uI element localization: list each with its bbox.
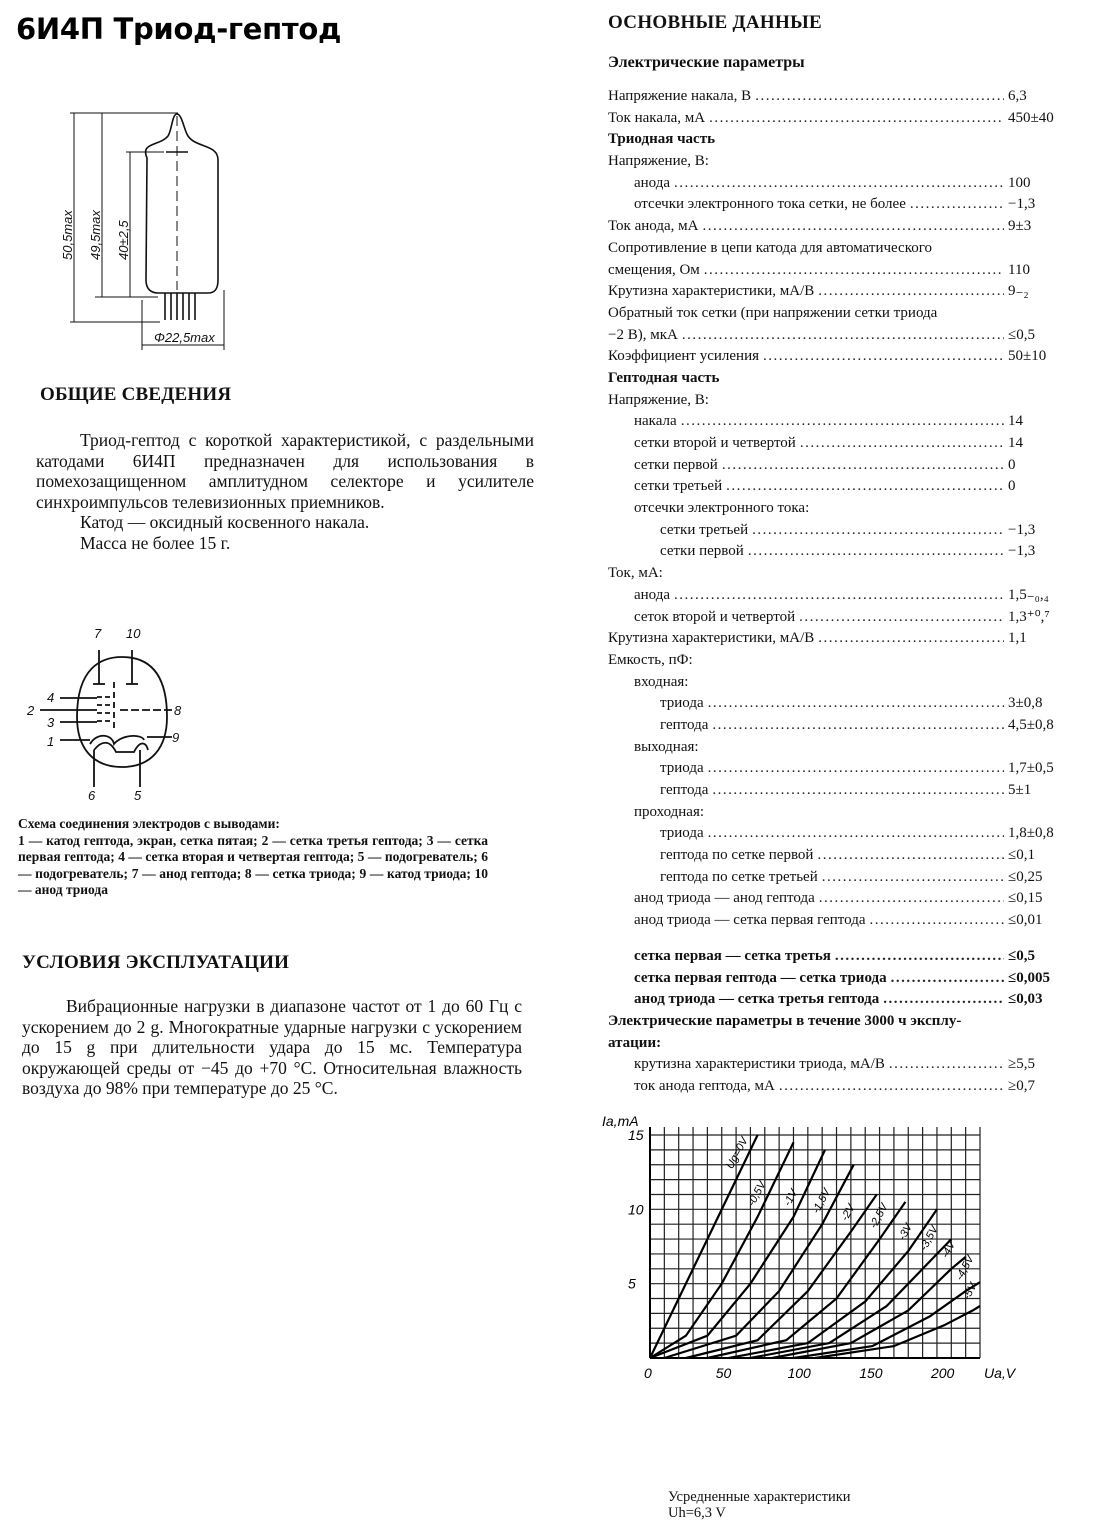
param-value: ≤0,15 <box>1008 890 1043 907</box>
curve-label: -3,5V <box>917 1223 941 1253</box>
param-row <box>608 968 1078 990</box>
leader-dots <box>712 715 1004 737</box>
pin-label-3: 3 <box>47 715 55 730</box>
leader-dots <box>800 433 1004 455</box>
param-row <box>608 216 1078 238</box>
curve-label: -4V <box>939 1239 958 1261</box>
leader-dots <box>910 194 1004 216</box>
param-row <box>608 173 1078 195</box>
dim-total-height: 50,5max <box>60 210 75 260</box>
param-label: сетка первая гептода — сетка триода <box>634 969 887 986</box>
leader-dots <box>704 260 1004 282</box>
leader-dots <box>818 281 1004 303</box>
leader-dots <box>674 585 1004 607</box>
param-row <box>608 715 1078 737</box>
param-row <box>608 946 1078 968</box>
x-tick-label: 50 <box>715 1365 732 1380</box>
leader-dots <box>835 946 1004 968</box>
operating-paragraph: Вибрационные нагрузки в диапазоне частот от 1 до 60 Гц с ускорением до 2 g. Многократные ударные нагрузки с ускорением до 15 g при длительности удара до 15 мс. Температура окружающей среды от −45 до +70 °C. Относительная влажность воздуха до 98% при температуре до 25 °C. <box>22 996 522 1098</box>
param-value: ≥5,5 <box>1008 1056 1035 1073</box>
general-paragraph-3: Масса не более 15 г. <box>80 532 231 553</box>
leader-dots <box>752 520 1004 542</box>
param-row <box>608 260 1078 282</box>
param-value: 1,1 <box>1008 630 1027 647</box>
param-label: Ток анода, мА <box>608 218 699 235</box>
curve-label: -2V <box>838 1202 858 1224</box>
param-row <box>608 867 1078 889</box>
param-value: ≤0,5 <box>1008 326 1035 343</box>
param-value: ≤0,005 <box>1008 969 1050 986</box>
operating-heading: УСЛОВИЯ ЭКСПЛУАТАЦИИ <box>22 952 290 973</box>
param-value: 1,3⁺⁰,⁷ <box>1008 608 1050 625</box>
param-label: гептода <box>660 782 709 798</box>
param-value: −1,3 <box>1008 543 1036 560</box>
param-value: ≤0,25 <box>1008 868 1043 885</box>
param-label: входная: <box>634 673 689 690</box>
param-row <box>608 194 1078 216</box>
param-value: 6,3 <box>1008 88 1027 104</box>
param-label: гептода по сетке третьей <box>660 868 818 885</box>
param-row <box>608 498 1078 520</box>
leader-dots <box>702 216 1004 238</box>
param-label: накала <box>634 413 677 430</box>
param-row <box>608 86 1078 108</box>
curve-label: -1,5V <box>810 1186 834 1216</box>
param-label: сеток второй и четвертой <box>634 608 796 625</box>
param-row <box>608 346 1078 368</box>
param-label: Напряжение, В: <box>608 391 709 408</box>
param-value: ≤0,01 <box>1008 912 1043 929</box>
param-value: 50±10 <box>1008 348 1047 365</box>
leader-dots <box>708 823 1004 845</box>
param-label: сетка первая — сетка третья <box>634 947 831 964</box>
param-label: Ток, мА: <box>608 565 663 582</box>
param-row <box>608 368 1078 390</box>
param-row <box>608 650 1078 672</box>
param-label: гептода по сетке первой <box>660 847 814 864</box>
param-row <box>608 476 1078 498</box>
param-row <box>608 129 1078 151</box>
main-data-section <box>608 12 1078 1098</box>
param-label: Триодная часть <box>608 131 715 148</box>
pinout-caption-title: Схема соединения электродов с выводами: <box>18 816 280 831</box>
param-row <box>608 737 1078 759</box>
param-value: 3±0,8 <box>1008 695 1043 712</box>
param-value: 9±3 <box>1008 218 1032 235</box>
param-row <box>608 433 1078 455</box>
pin-label-8: 8 <box>174 703 182 718</box>
param-label: анод триода — анод гептода <box>634 890 815 907</box>
param-value: ≤0,5 <box>1008 947 1035 964</box>
param-label: Коэффициент усиления <box>608 348 759 365</box>
param-value: 450±40 <box>1008 109 1054 126</box>
y-axis-label: Ia,mA <box>602 1113 639 1129</box>
param-row <box>608 628 1078 650</box>
param-value: 4,5±0,8 <box>1008 716 1054 733</box>
pin-label-5: 5 <box>134 788 142 802</box>
param-value: 14 <box>1008 435 1023 451</box>
param-label: Крутизна характеристики, мА/В <box>608 630 815 647</box>
leader-dots <box>817 845 1004 867</box>
anode-characteristics-chart <box>600 1110 1020 1380</box>
leader-dots <box>889 1054 1004 1076</box>
params-table-2 <box>608 946 1078 1098</box>
dim-body-height: 40±2,5 <box>116 220 131 260</box>
param-row <box>608 455 1078 477</box>
param-row <box>608 325 1078 347</box>
pin-label-9: 9 <box>172 730 180 745</box>
general-heading: ОБЩИЕ СВЕДЕНИЯ <box>40 384 232 405</box>
param-label: −2 В), мкА <box>608 326 678 343</box>
param-row <box>608 411 1078 433</box>
chart-caption <box>668 1489 851 1521</box>
pin-label-1: 1 <box>47 734 55 749</box>
param-value: ≤0,03 <box>1008 991 1043 1008</box>
y-tick-label: 15 <box>628 1127 644 1143</box>
param-label: крутизна характеристики триода, мА/В <box>634 1056 885 1073</box>
curve-label: -5V <box>960 1281 980 1302</box>
page-title: 6И4П Триод-гептод <box>16 12 342 46</box>
pinout-caption <box>18 816 488 899</box>
curve-label: -2,5V <box>867 1201 891 1231</box>
param-value: 9₋₂ <box>1008 283 1029 300</box>
electrical-params-heading: Электрические параметры <box>608 54 805 71</box>
pin-label-10: 10 <box>126 626 141 641</box>
pin-label-4: 4 <box>47 690 55 705</box>
chart-caption-subtitle: Uh=6,3 V <box>668 1505 726 1521</box>
param-label: смещения, Ом <box>608 261 700 278</box>
leader-dots <box>799 607 1004 629</box>
param-row <box>608 607 1078 629</box>
param-row <box>608 563 1078 585</box>
param-label: сетки третьей <box>660 521 749 538</box>
param-label: сетки первой <box>634 456 718 473</box>
param-value: −1,3 <box>1008 196 1036 213</box>
param-label: выходная: <box>634 738 699 755</box>
param-label: Емкость, пФ: <box>608 651 693 668</box>
param-row <box>608 989 1078 1011</box>
pinout-caption-text: 1 — катод гептода, экран, сетка пятая; 2 — сетка третья гептода; 3 — сетка первая гептода; 4 — сетка вторая и четвертая гептода; 5 — подогреватель; 6 — подогреватель; 7 — анод гептода; 8 — сетка триода; 9 — катод триода; 10 — анод триода <box>18 832 488 897</box>
general-paragraph-1: Триод-гептод с короткой характеристикой, с раздельными катодами 6И4П предназначен для использования в помехозащищенном амплитудном селекторе и усилителе синхроимпульсов телевизионных приемников. <box>36 430 534 512</box>
curve-label: -4,5V <box>953 1253 977 1283</box>
param-label: ток анода гептода, мА <box>634 1077 775 1094</box>
chart-caption-title: Усредненные характеристики <box>668 1489 851 1505</box>
leader-dots <box>748 541 1004 563</box>
leader-dots <box>779 1076 1004 1098</box>
param-value: ≤0,1 <box>1008 847 1035 864</box>
param-row <box>608 520 1078 542</box>
param-row <box>608 151 1078 173</box>
param-label: Сопротивление в цепи катода для автоматического <box>608 239 933 256</box>
param-label: Гептодная часть <box>608 369 720 386</box>
leader-dots <box>883 989 1004 1011</box>
leader-dots <box>755 86 1004 108</box>
param-label: сетки второй и четвертой <box>634 435 796 451</box>
x-tick-label: 100 <box>787 1365 811 1380</box>
leader-dots <box>819 888 1004 910</box>
param-row <box>608 845 1078 867</box>
param-value: 110 <box>1008 261 1030 278</box>
param-value: ≥0,7 <box>1008 1077 1035 1094</box>
operating-description <box>22 996 522 1099</box>
x-tick-label: 200 <box>930 1365 955 1380</box>
param-row <box>608 541 1078 563</box>
param-row <box>608 823 1078 845</box>
param-label: гептода <box>660 716 709 733</box>
param-row <box>608 585 1078 607</box>
param-label: Напряжение накала, В <box>608 88 752 104</box>
param-value: 1,8±0,8 <box>1008 825 1054 842</box>
param-label: Электрические параметры в течение 3000 ч эксплу- <box>608 1012 962 1029</box>
param-label: Обратный ток сетки (при напряжении сетки триода <box>608 304 938 321</box>
param-row <box>608 1054 1078 1076</box>
param-label: Ток накала, мА <box>608 109 706 126</box>
param-row <box>608 888 1078 910</box>
leader-dots <box>763 346 1004 368</box>
param-label: проходная: <box>634 803 705 820</box>
param-label: триода <box>660 695 704 712</box>
general-description <box>36 430 534 553</box>
param-label: анода <box>634 586 671 603</box>
param-row <box>608 780 1078 802</box>
pin-label-6: 6 <box>88 788 96 802</box>
param-row <box>608 693 1078 715</box>
x-axis-label: Ua,V <box>984 1365 1016 1380</box>
param-label: анод триода — сетка первая гептода <box>634 912 866 929</box>
param-label: атации: <box>608 1034 662 1051</box>
param-value: 100 <box>1008 174 1031 191</box>
x-tick-label: 0 <box>644 1365 652 1380</box>
leader-dots <box>722 455 1004 477</box>
main-data-heading: ОСНОВНЫЕ ДАННЫЕ <box>608 12 823 33</box>
param-label: отсечки электронного тока сетки, не более <box>634 196 906 213</box>
param-row <box>608 758 1078 780</box>
leader-dots <box>674 173 1004 195</box>
curve-label: -1V <box>781 1187 801 1209</box>
param-row <box>608 910 1078 932</box>
tube-dimension-drawing <box>60 100 240 360</box>
leader-dots <box>708 693 1004 715</box>
leader-dots <box>682 325 1004 347</box>
y-tick-label: 5 <box>628 1275 636 1292</box>
param-label: триода <box>660 825 704 842</box>
param-row <box>608 238 1078 260</box>
param-label: анода <box>634 174 671 191</box>
pin-label-7: 7 <box>94 626 102 641</box>
param-value: 1,7±0,5 <box>1008 760 1054 777</box>
param-row <box>608 108 1078 130</box>
param-label: Напряжение, В: <box>608 153 709 170</box>
param-label: анод триода — сетка третья гептода <box>634 991 880 1008</box>
leader-dots <box>708 758 1004 780</box>
leader-dots <box>822 867 1004 889</box>
param-value: 1,5₋₀,₄ <box>1008 586 1049 603</box>
param-row <box>608 303 1078 325</box>
leader-dots <box>818 628 1004 650</box>
leader-dots <box>709 108 1004 130</box>
y-tick-label: 10 <box>628 1201 644 1218</box>
param-row <box>608 802 1078 824</box>
param-value: 5±1 <box>1008 782 1032 798</box>
param-label: триода <box>660 760 704 777</box>
curve-label: -0,5V <box>745 1179 769 1209</box>
param-value: −1,3 <box>1008 521 1036 538</box>
param-row <box>608 1076 1078 1098</box>
param-row <box>608 672 1078 694</box>
param-value: 0 <box>1008 456 1016 473</box>
leader-dots <box>681 411 1004 433</box>
param-value: 14 <box>1008 413 1023 430</box>
curve-label: -3V <box>896 1221 915 1243</box>
leader-dots <box>726 476 1004 498</box>
general-paragraph-2: Катод — оксидный косвенного накала. <box>80 512 370 532</box>
leader-dots <box>870 910 1004 932</box>
param-row <box>608 390 1078 412</box>
leader-dots <box>891 968 1004 990</box>
pin-label-2: 2 <box>27 703 35 718</box>
dim-diameter: Φ22,5max <box>154 330 215 345</box>
x-tick-label: 150 <box>859 1365 883 1380</box>
curve-label: Ug=0V <box>724 1135 751 1172</box>
param-label: отсечки электронного тока: <box>634 500 810 517</box>
params-table <box>608 86 1078 932</box>
leader-dots <box>712 780 1004 802</box>
dim-bulb-height: 49,5max <box>88 210 103 260</box>
param-label: Крутизна характеристики, мА/В <box>608 283 815 300</box>
param-row <box>608 1033 1078 1055</box>
param-row <box>608 1011 1078 1033</box>
param-row <box>608 281 1078 303</box>
pinout-schematic <box>22 622 202 802</box>
param-value: 0 <box>1008 478 1016 495</box>
param-label: сетки третьей <box>634 478 723 495</box>
param-label: сетки первой <box>660 543 744 560</box>
